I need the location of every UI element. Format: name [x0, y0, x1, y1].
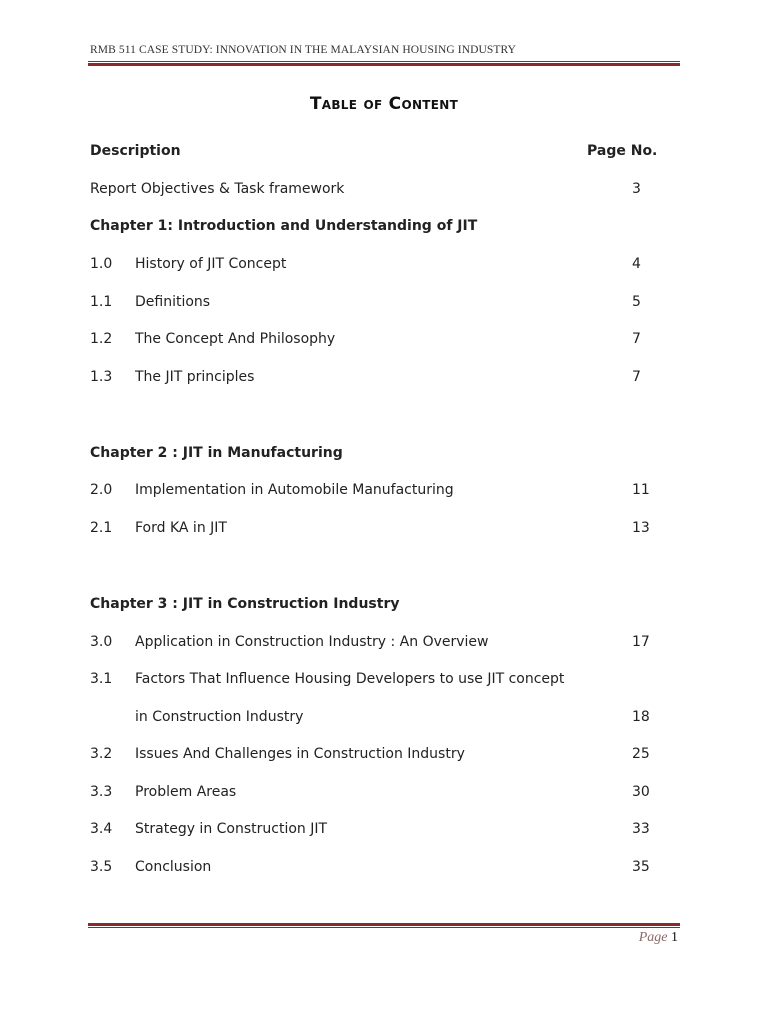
toc-entry-number: 3.4 [90, 821, 113, 837]
toc-entry-page: 4 [632, 256, 641, 272]
toc-entry-text: Factors That Influence Housing Developers to use JIT concept [135, 671, 565, 687]
toc-entry-number: 3.3 [90, 784, 113, 800]
toc-entry[interactable] [90, 254, 658, 274]
toc-entry-number: 2.0 [90, 482, 113, 498]
chapter-heading-text: Chapter 3 : JIT in Construction Industry [90, 596, 400, 612]
toc-entry-page: 30 [632, 784, 650, 800]
header-rule-thin [88, 61, 680, 62]
toc-entry[interactable] [90, 518, 658, 538]
toc-entry-text: Ford KA in JIT [135, 520, 227, 536]
toc-entry-page: 13 [632, 520, 650, 536]
footer-rule-thin [88, 927, 680, 928]
toc-entry-page: 7 [632, 331, 641, 347]
chapter-heading-text: Chapter 2 : JIT in Manufacturing [90, 445, 343, 461]
toc-entry-page: 7 [632, 369, 641, 385]
toc-entry-page: 5 [632, 294, 641, 310]
chapter-3-heading[interactable] [90, 594, 658, 614]
toc-entry-text: Application in Construction Industry : An Overview [135, 634, 489, 650]
toc-entry-page: 17 [632, 634, 650, 650]
toc-entry[interactable] [90, 292, 658, 312]
page-label: Page [638, 930, 668, 945]
page-number-value: 1 [671, 930, 678, 945]
page-title: Table of Content [309, 94, 459, 114]
toc-entry-text: in Construction Industry [135, 709, 304, 725]
toc-entry-number: 3.0 [90, 634, 113, 650]
header-rule-thick [88, 63, 680, 66]
toc-entry-page: 18 [632, 709, 650, 725]
toc-entry-number: 1.0 [90, 256, 113, 272]
toc-entry-number: 3.5 [90, 859, 113, 875]
toc-entry-page: 35 [632, 859, 650, 875]
footer-rule-thick [88, 923, 680, 926]
toc-entry[interactable] [90, 480, 658, 500]
running-header: RMB 511 CASE STUDY: INNOVATION IN THE MALAYSIAN HOUSING INDUSTRY [90, 44, 517, 56]
toc-entry[interactable] [90, 819, 658, 839]
page-no-heading: Page No. [587, 143, 658, 159]
toc-entry-number: 1.1 [90, 294, 113, 310]
toc-entry-page: 25 [632, 746, 650, 762]
toc-entry-text: Definitions [135, 294, 211, 310]
toc-entry-number: 3.1 [90, 671, 113, 687]
toc-entry[interactable] [90, 744, 658, 764]
toc-entry-text: Implementation in Automobile Manufacturing [135, 482, 454, 498]
toc-entry-continuation[interactable] [90, 707, 658, 727]
toc-entry[interactable] [90, 632, 658, 652]
toc-entry-number: 3.2 [90, 746, 113, 762]
toc-entry-number: 2.1 [90, 520, 113, 536]
toc-entry-text: The JIT principles [135, 369, 255, 385]
toc-entry-number: 1.2 [90, 331, 113, 347]
toc-entry[interactable] [90, 857, 658, 877]
toc-entry-page: 33 [632, 821, 650, 837]
column-headings [90, 141, 658, 161]
toc-entry-text: Report Objectives & Task framework [90, 181, 345, 197]
toc-entry-text: The Concept And Philosophy [135, 331, 336, 347]
toc-entry-text: History of JIT Concept [135, 256, 287, 272]
toc-entry-text: Issues And Challenges in Construction Industry [135, 746, 465, 762]
toc-entry-text: Conclusion [135, 859, 212, 875]
toc-entry-page: 11 [632, 482, 650, 498]
toc-entry[interactable] [90, 329, 658, 349]
toc-entry[interactable] [90, 669, 658, 689]
toc-entry-text: Strategy in Construction JIT [135, 821, 328, 837]
toc-entry[interactable] [90, 179, 658, 199]
toc-entry[interactable] [90, 782, 658, 802]
toc-entry-number: 1.3 [90, 369, 113, 385]
toc-entry-text: Problem Areas [135, 784, 237, 800]
chapter-1-heading[interactable] [90, 216, 658, 236]
chapter-2-heading[interactable] [90, 443, 658, 463]
chapter-heading-text: Chapter 1: Introduction and Understanding of JIT [90, 218, 478, 234]
toc-entry-page: 3 [632, 181, 641, 197]
page-number [639, 930, 678, 946]
description-heading: Description [90, 143, 181, 159]
toc-entry[interactable] [90, 367, 658, 387]
